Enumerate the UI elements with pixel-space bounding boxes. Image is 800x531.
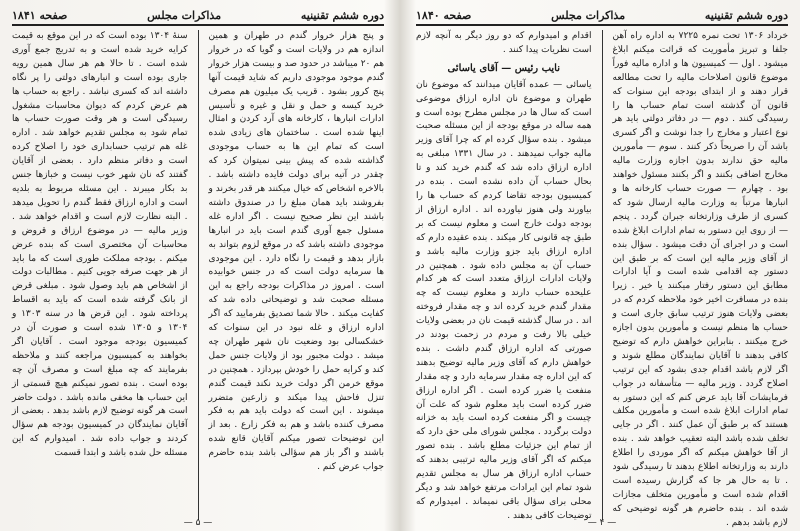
page-header	[416, 8, 788, 26]
column-right	[612, 30, 789, 528]
text-columns	[12, 30, 384, 520]
column-left	[416, 30, 592, 520]
header-page-number: صفحه ۱۸۴۱	[12, 8, 68, 22]
column-divider	[602, 30, 603, 520]
column-right	[209, 30, 385, 520]
header-page-number: صفحه ۱۸۴۰	[416, 8, 472, 22]
column-divider	[198, 30, 199, 520]
header-period: دوره ششم تقنینیه	[704, 8, 788, 22]
speaker-heading: نایب رئیس — آقای یاسائی	[447, 62, 561, 74]
page-footer: — ۵ —	[183, 518, 213, 528]
column-text: یاسائی — عمده آقایان میدانند که موضوع نان طهران و موضوع نان اداره ارزاق موضوعی است که سال ها در مجلس مطرح بوده است و همه ساله در موقع بودجه از این مسئله صحبت میشود . بنده سؤال کرده ام که چرا آقای وزیر مالیه جواب نمیدهند . در سال ۱۳۳۱ مبلغی به اداره ارزاق داده شد که گندم خرید کند و تا بحال حساب آن داده نشده است . بنده در کمیسیون بودجه تقاضا کردم که حساب ها را بیاورند ولی هنوز نیاورده اند . اداره ارزاق از بودجه دولت خارج است و معلوم نیست که بر طبق چه قانونی کار میکند . بنده عقیده دارم که اداره ارزاق باید جزو وزارت مالیه باشد و حساب آن به مجلس داده شود . همچنین در ولایات ادارات ارزاق متعدد است که هر کدام علیحده حساب دارند و معلوم نیست که چه مقدار گندم خرید کرده اند و چه مقدار فروخته اند . در سال گذشته قیمت نان در بعضی ولایات خیلی بالا رفت و مردم در زحمت بودند در صورتی که اداره ارزاق گندم داشت . بنده خواهش دارم که آقای وزیر مالیه توضیح بدهند که این اداره چه مقدار سرمایه دارد و چه مقدار منفعت یا ضرر کرده است . اگر اداره ارزاق ضرر کرده است باید معلوم شود که علت آن چیست و اگر منفعت کرده است باید به خزانه دولت برگردد . مجلس شورای ملی حق دارد که از تمام این جزئیات مطلع باشد . بنده تصور میکنم که اگر آقای وزیر مالیه ترتیبی بدهند که حساب اداره ارزاق هر سال به مجلس تقدیم شود تمام این ایرادات مرتفع خواهد شد و دیگر محلی برای سؤال باقی نمیماند . امیدوارم که توضیحات کافی بدهند .	[416, 79, 592, 521]
column-text: سنهٔ ۱۳۰۴ بوده است که در این موقع به قیمت کرایه خرید شده است و به تدریج جمع آوری شده است . تا حالا هم هر سال همین رویه جاری بوده است و انبارهای دولتی را پر نگاه داشته اند که کسری نباشد . راجع به حساب ها هم عرض کردم که دیوان محاسبات مشغول رسیدگی است و هر وقت صورت حساب ها تمام شود به مجلس تقدیم خواهد شد . اداره غله هم ترتیب حسابداری خود را اصلاح کرده است و دفاتر منظم دارد . بعضی از آقایان گفتند که نان شهر خوب نیست و خبازها جنس بد بکار میبرند . این مسئله مربوط به بلدیه است و اداره ارزاق فقط گندم را تحویل میدهد . البته نظارت لازم است و اقدام خواهد شد . وزیر مالیه — در موضوع ارزاق و قروض و محاسبات آن مختصری است که بنده عرض میکنم . بودجه مملکت طوری است که ما باید از هر جهت صرفه جویی کنیم . مطالبات دولت از اشخاص هم باید وصول شود . مبلغی قرض از بانک گرفته شده است که باید به اقساط پرداخته شود . این قرض ها در سنه ۱۳۰۳ و ۱۳۰۴ و ۱۳۰۵ شده است و صورت آن در کمیسیون بودجه موجود است . آقایان اگر بخواهند به کمیسیون مراجعه کنند و ملاحظه بفرمایند که چه مبلغ است و مصرف آن چه بوده است . بنده تصور نمیکنم هیچ قسمتی از این حساب ها مخفی مانده باشد . دولت حاضر است هر گونه توضیح لازم باشد بدهد . بعضی از آقایان نمایندگان در کمیسیون بودجه هم سؤال کردند و جواب داده شد . امیدوارم که این مسئله حل شده باشد و ابتدا قسمت	[12, 31, 188, 459]
column-intro: اقدام و امیدوارم که دو روز دیگر به آنچه لازم است نظریات پیدا کنند .	[416, 31, 592, 55]
header-period: دوره ششم تقنینیه	[300, 8, 384, 22]
text-columns	[416, 30, 789, 528]
header-title: مذاکرات مجلس	[551, 8, 626, 22]
page-1840	[406, 0, 798, 531]
column-text: و پنج هزار خروار گندم در طهران و همین اندازه هم در ولایات است و گویا که در خروار هم ۲۰ میباشد در حدود صد و بیست هزار خروار گندم موجود موجودی داریم که شاید قیمت آنها پنج کرور بشود . قریب یک میلیون هم مصرف خرید کیسه و حمل و نقل و غیره و تأسیس ادارات انبارها ، کارخانه های آرد کردن و امثال اینها شده است . ساختمان های زیادی شده است که تمام این ها به حساب موجودی گذاشته شده که پیش بینی نمیتوان کرد که چقدر در آتیه برای دولت فایده داشته باشد . بالاخره اشخاص که خیال میکنند هر قدر بخرند و بفروشند باید همان مبلغ را در صندوق داشته باشند این نظر صحیح نیست . اگر اداره غله مسئول جمع آوری گندم است باید در انبارها موجودی داشته باشد که در موقع لزوم بتواند به بازار بدهد و قیمت را نگاه دارد . این موجودی ها سرمایه دولت است که در جنس خوابیده است . امروز در مذاکرات بودجه راجع به این مسئله صحبت شد و توضیحاتی داده شد که کفایت میکند . حالا شما تصدیق بفرمایید که اگر اداره ارزاق و غله نبود در این سنوات که خشکسالی بود وضعیت نان شهر طهران چه میشد . دولت مجبور بود از ولایات جنس حمل کند و کرایه حمل را خودش بپردازد . همچنین در موقع خرمن اگر دولت خرید نکند قیمت گندم تنزل فاحش پیدا میکند و زارعین متضرر میشوند . این است که دولت باید هم به فکر مصرف کننده باشد و هم به فکر زارع . بعد از این توضیحات تصور میکنم آقایان قانع شده باشند و اگر باز هم سؤالی باشد بنده حاضرم جواب عرض کنم .	[208, 31, 384, 473]
page-footer: — ۴ —	[587, 518, 617, 528]
column-left	[12, 30, 188, 520]
column-text: خرداد ۱۳۰۶ تحت نمره ۷۲۲۵ به اداره راه آهن جلفا و تبریز مأموریت که قرائت میکنم ابلاغ میشود . اول — کمیسیون ها و اداره مالیه فوراً موضوع قانون اصلاحات مالیه را تحت مطالعه قرار دهند و از ابتدای بودجه این سنوات که قانون آن گذشته است تمام حساب ها را رسیدگی کنند . دوم — در دفاتر دولتی باید هر نوع اعتبار و مخارج را جدا نوشت و اگر کسری باشد آن را صریحاً ذکر کنند . سوم — مأمورین مالیه حق ندارند بدون اجازه وزارت مالیه مخارج اضافی بکنند و اگر بکنند مسئول خواهند بود . چهارم — صورت حساب کارخانه ها و انبارها مرتباً به وزارت مالیه ارسال شود که کسری از طرف وزارتخانه جبران گردد . پنجم — از روی این دستور به تمام ادارات ابلاغ شده است و در اجرای آن دقت میشود . سؤال بنده از آقای وزیر مالیه این است که بر طبق این دستور چه اقدامی شده است و آیا ادارات مطابق این دستور رفتار میکنند یا خیر . زیرا بنده در مسافرت اخیر خود ملاحظه کردم که در بعضی ولایات هنوز ترتیب سابق جاری است و حساب ها منظم نیست و مأمورین بدون اجازه خرج میکنند . بنابراین خواهش دارم که توضیح کافی بدهند تا آقایان نمایندگان مطلع شوند و اگر لازم باشد اقدام جدی بشود که این ترتیب اصلاح گردد . وزیر مالیه — متأسفانه در جواب فرمایشات آقا باید عرض کنم که این دستور به تمام ادارات ابلاغ شده است و مأمورین مکلف هستند که بر طبق آن عمل کنند . اگر در جایی تخلف شده باشد البته تعقیب خواهد شد . بنده از آقا خواهش میکنم که اگر موردی را اطلاع دارند به وزارتخانه اطلاع بدهند تا رسیدگی شود . تا به حال هر جا که گزارش رسیده است اقدام شده است و مأمورین متخلف مجازات شده اند . بنده حاضرم هر گونه توضیحی که لازم باشد بدهم .	[612, 31, 789, 528]
page-1841	[2, 0, 394, 531]
page-header	[12, 8, 384, 26]
header-title: مذاکرات مجلس	[147, 8, 222, 22]
